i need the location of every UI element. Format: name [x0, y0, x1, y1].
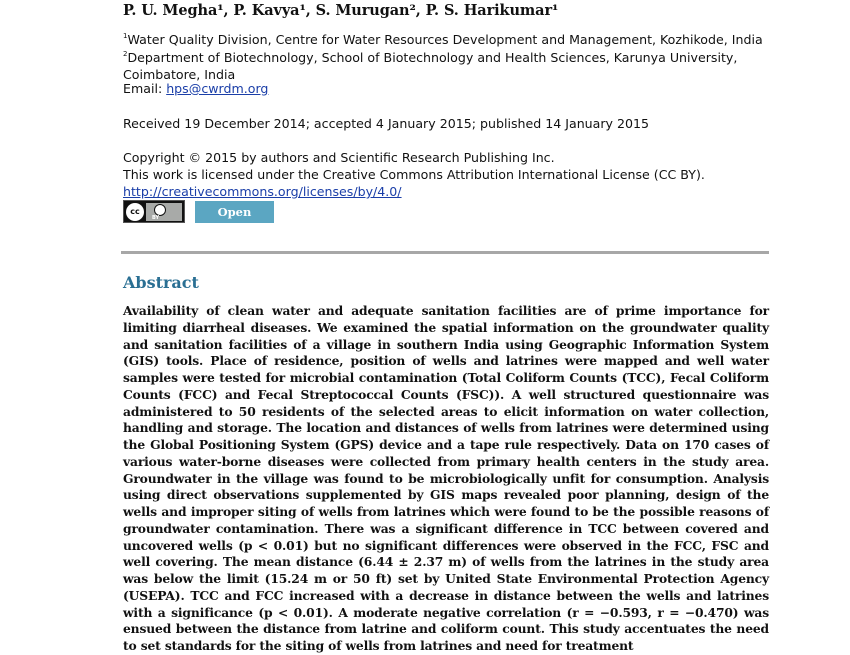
affiliation-1-text: Water Quality Division, Centre for Water Resources Development and Management, Kozhikode, India — [127, 32, 763, 47]
affiliation-1 — [123, 28, 763, 48]
affiliation-1-marker: 1 — [123, 32, 128, 40]
publication-dates: Received 19 December 2014; accepted 4 January 2015; published 14 January 2015 — [123, 116, 650, 131]
abstract-body: Availability of clean water and adequate sanitation facilities are of prime importance for limiting diarrheal diseases. We examined the spatial information on the groundwater quality and sanitation facilities of a village in southern India using Geographic Information System (GIS) tools. Place of residence, position of wells and latrines were mapped and well water samples were tested for microbial contamination (Total Coliform Counts (TCC), Fecal Coliform Counts (FCC) and Fecal Streptococcal Counts (FSC)). A well structured questionnaire was administered to 50 residents of the selected areas to elicit information on water collection, handling and storage. The location and distances of wells from latrines were determined using the Global Positioning System (GPS) device and a tape rule respectively. Data on 170 cases of various water-borne diseases were collected from primary health centers in the study area. Groundwater in the village was found to be microbiologically unfit for consumption. Analysis using direct observations supplemented by GIS maps revealed poor planning, design of the wells and improper siting of wells from latrines which were found to be the possible reasons of groundwater contamination. There was a significant difference in TCC between covered and uncovered wells (p < 0.01) but no significant differences were observed in the FCC, FSC and well covering. The mean distance (6.44 ± 2.37 m) of wells from the latrines in the study area was below the limit (15.24 m or 50 ft) set by United State Environmental Protection Agency (USEPA). TCC and FCC increased with a decrease in distance between the wells and latrines with a significance (p < 0.01). A moderate negative correlation (r = −0.593, r = −0.470) was ensued between the distance from latrine and coliform count. This study accentuates the need to set standards for the siting of wells from latrines and need for treatment — [123, 303, 769, 653]
author-list: P. U. Megha¹, P. Kavya¹, S. Murugan², P. S. Harikumar¹ — [123, 2, 559, 19]
email-link[interactable]: hps@cwrdm.org — [166, 81, 269, 96]
email-line — [123, 81, 268, 96]
section-divider — [121, 251, 769, 254]
license-url-link[interactable]: http://creativecommons.org/licenses/by/4.0/ — [123, 184, 402, 199]
abstract-heading: Abstract — [123, 273, 199, 292]
copyright-notice: Copyright © 2015 by authors and Scientific Research Publishing Inc. — [123, 150, 555, 165]
affiliation-2 — [123, 46, 771, 83]
license-statement: This work is licensed under the Creative Commons Attribution International License (CC BY). — [123, 167, 705, 182]
cc-badge-by-label: BY — [152, 215, 160, 221]
open-access-badge: Open Access — [195, 201, 274, 223]
email-label: Email: — [123, 81, 167, 96]
affiliation-2-marker: 2 — [123, 50, 128, 58]
affiliation-2-text: Department of Biotechnology, School of Biotechnology and Health Sciences, Karunya University, Coimbatore, India — [123, 50, 738, 82]
cc-by-license-badge[interactable] — [123, 200, 185, 223]
creative-commons-icon: cc — [126, 203, 144, 221]
